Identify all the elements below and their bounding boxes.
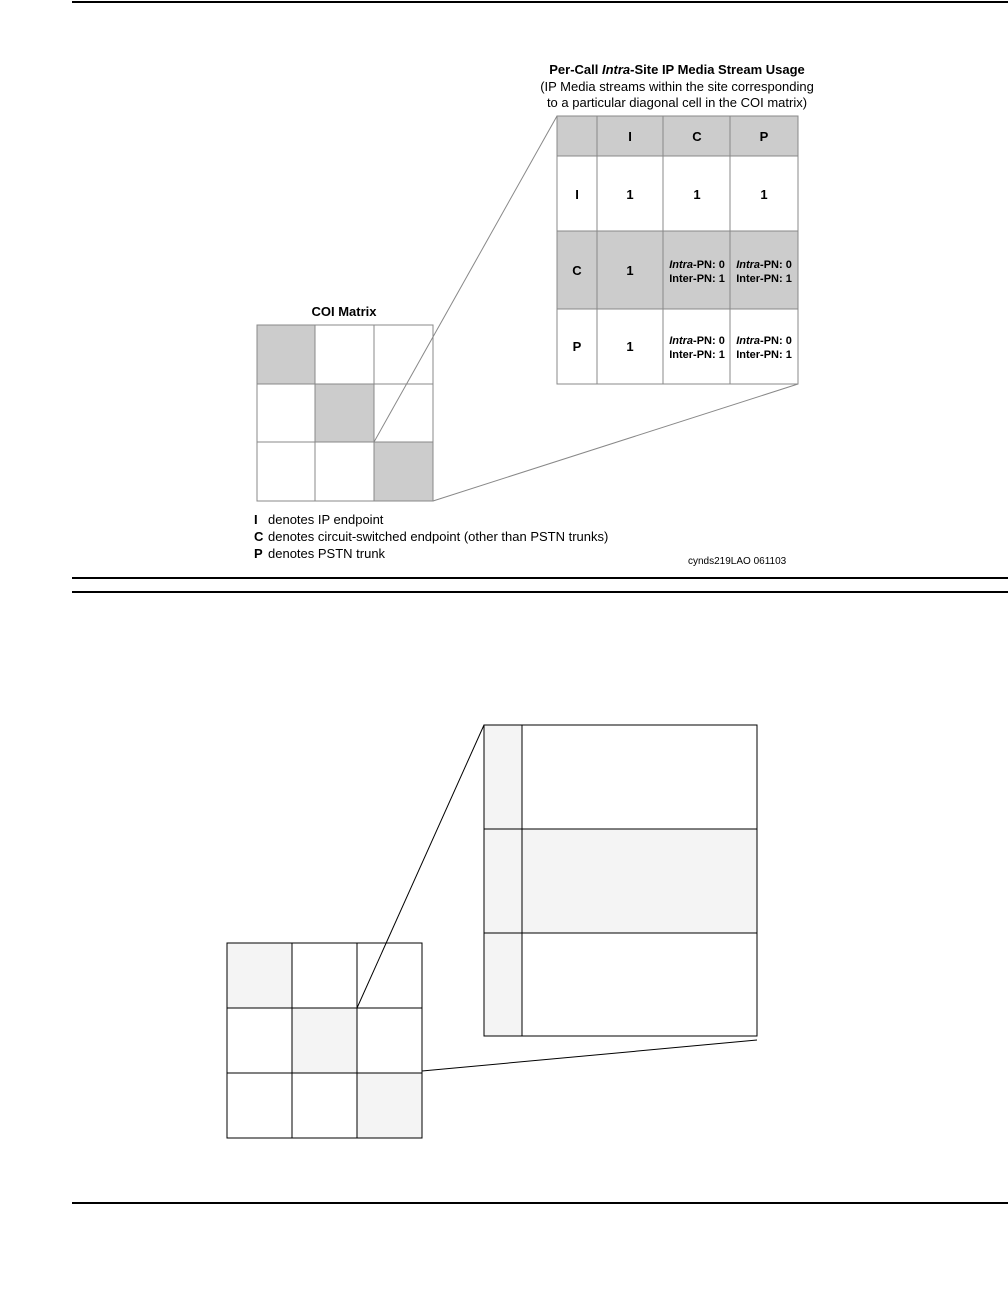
legend-key-p: P — [254, 546, 263, 561]
zoom-cell-p-i: 1 — [626, 339, 634, 354]
separator-rule-lower — [72, 591, 1008, 593]
zoom-cell-c-c-intra: Intra-PN: 0 — [669, 259, 725, 271]
bottom-figure — [0, 595, 1008, 1195]
legend-item-i — [254, 511, 383, 528]
zoom-cell-p-p-intra: Intra-PN: 0 — [736, 335, 792, 347]
zoom-table-subtitle-line2: to a particular diagonal cell in the COI matrix) — [546, 95, 808, 110]
zoom-col-header-c: C — [692, 129, 702, 144]
zoom-cell-i-c: 1 — [693, 187, 701, 202]
zoom-row-header-i: I — [575, 187, 579, 202]
zoom-connector-upper — [374, 116, 557, 442]
zoom-table-title: Per-Call Intra-Site IP Media Stream Usage — [549, 62, 805, 77]
top-figure — [0, 0, 1008, 580]
coi-cell-3-3-shade — [374, 442, 433, 501]
blank-zoom-row2-shade — [484, 829, 757, 933]
zoom-cell-p-p-inter: Inter-PN: 1 — [736, 349, 792, 361]
zoom-cell-c-i: 1 — [626, 263, 634, 278]
zoom-row-header-p: P — [572, 339, 582, 354]
zoom-cell-p-c-intra: Intra-PN: 0 — [669, 335, 725, 347]
zoom-cell-i-p: 1 — [760, 187, 768, 202]
zoom-connector-lower — [433, 384, 798, 501]
zoom-cell-p-c-inter: Inter-PN: 1 — [669, 349, 725, 361]
figure-reference-code: cynds219LAO 061103 — [688, 556, 787, 567]
blank-coi-cell-2-2-shade — [292, 1008, 357, 1073]
legend-key-c: C — [254, 529, 264, 544]
zoom-table-subtitle-line1: (IP Media streams within the site corresponding — [540, 79, 814, 94]
legend-text-c: denotes circuit-switched endpoint (other than PSTN trunks) — [268, 529, 609, 544]
coi-cell-1-1-shade — [257, 325, 315, 384]
legend-item-p — [254, 545, 385, 562]
blank-zoom-header-col-shade-row1 — [484, 725, 522, 829]
zoom-col-header-i: I — [628, 129, 632, 144]
bottom-rule — [72, 1202, 1008, 1204]
coi-matrix-title: COI Matrix — [311, 304, 377, 319]
zoom-cell-i-i: 1 — [626, 187, 634, 202]
legend-text-p: denotes PSTN trunk — [268, 546, 386, 561]
zoom-cell-c-p-inter: Inter-PN: 1 — [736, 273, 792, 285]
blank-coi-cell-3-3-shade — [357, 1073, 422, 1138]
blank-zoom-header-col-shade-row3 — [484, 933, 522, 1036]
coi-cell-2-2-shade — [315, 384, 374, 442]
zoom-col-header-p: P — [759, 129, 769, 144]
zoom-cell-c-c-inter: Inter-PN: 1 — [669, 273, 725, 285]
legend-text-i: denotes IP endpoint — [268, 512, 384, 527]
blank-coi-cell-1-1-shade — [227, 943, 292, 1008]
blank-zoom-connector-lower — [422, 1040, 757, 1071]
blank-zoom-connector-upper — [357, 725, 484, 1008]
zoom-row-header-c: C — [572, 263, 582, 278]
legend-key-i: I — [254, 512, 258, 527]
legend-item-c — [254, 528, 608, 545]
zoom-cell-c-p-intra: Intra-PN: 0 — [736, 259, 792, 271]
